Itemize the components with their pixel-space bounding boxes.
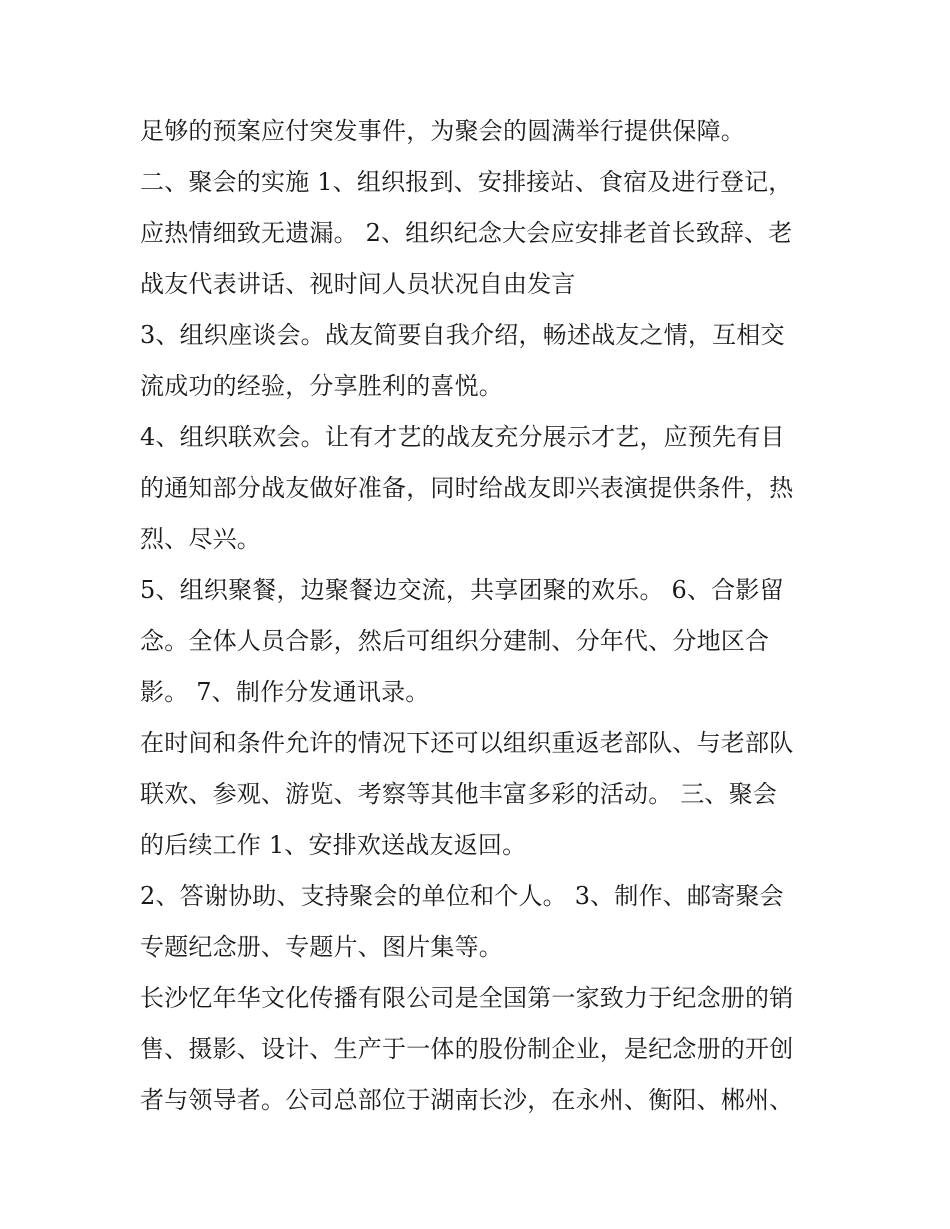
document-body <box>140 106 830 1126</box>
text-line: 战友代表讲话、视时间人员状况自由发言 <box>140 270 576 298</box>
text-line: 专题纪念册、专题片、图片集等。 <box>140 933 503 961</box>
text-line: 的后续工作 1、安排欢送战友返回。 <box>140 831 527 859</box>
text-line: 烈、尽兴。 <box>140 525 261 553</box>
text-line: 在时间和条件允许的情况下还可以组织重返老部队、与老部队 <box>140 729 794 757</box>
text-line: 念。全体人员合影，然后可组织分建制、分年代、分地区合 <box>140 627 770 655</box>
text-line: 2、答谢协助、支持聚会的单位和个人。 3、制作、邮寄聚会 <box>140 882 784 910</box>
text-line: 3、组织座谈会。战友简要自我介绍，畅述战友之情，互相交 <box>140 321 785 349</box>
text-line: 5、组织聚餐，边聚餐边交流，共享团聚的欢乐。 6、合影留 <box>140 576 784 604</box>
text-line: 影。 7、制作分发通讯录。 <box>140 678 430 706</box>
text-line: 的通知部分战友做好准备，同时给战友即兴表演提供条件，热 <box>140 474 794 502</box>
text-line: 4、组织联欢会。让有才艺的战友充分展示才艺，应预先有目 <box>140 423 785 451</box>
text-line: 应热情细致无遗漏。 2、组织纪念大会应安排老首长致辞、老 <box>140 219 793 247</box>
text-line: 长沙忆年华文化传播有限公司是全国第一家致力于纪念册的销 <box>140 984 794 1012</box>
text-line: 二、聚会的实施 1、组织报到、安排接站、食宿及进行登记， <box>140 168 793 196</box>
text-line: 流成功的经验，分享胜利的喜悦。 <box>140 372 503 400</box>
text-line: 联欢、参观、游览、考察等其他丰富多彩的活动。 三、聚会 <box>140 780 778 808</box>
text-line: 足够的预案应付突发事件，为聚会的圆满举行提供保障。 <box>140 117 745 145</box>
text-line: 售、摄影、设计、生产于一体的股份制企业，是纪念册的开创 <box>140 1035 794 1063</box>
text-line: 者与领导者。公司总部位于湖南长沙，在永州、衡阳、郴州、 <box>140 1086 794 1114</box>
